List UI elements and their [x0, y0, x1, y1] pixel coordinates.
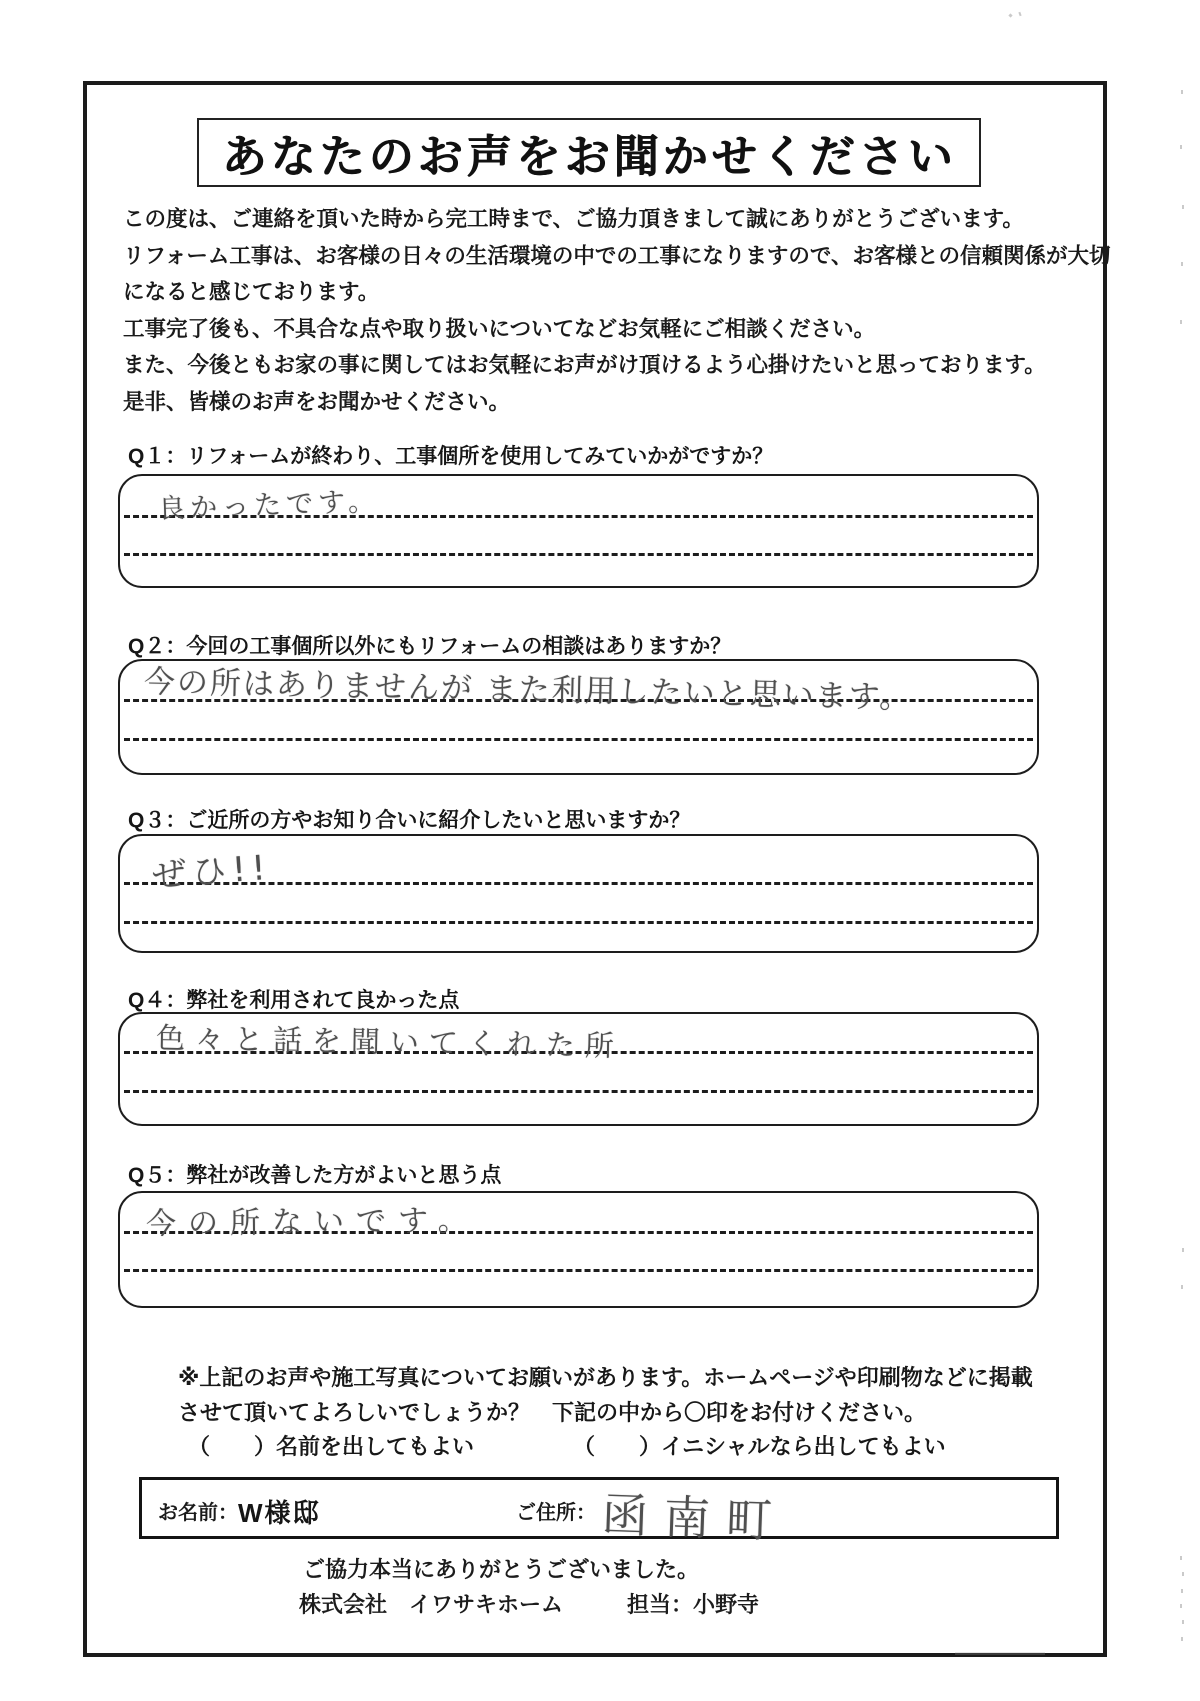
option-show-name: （ ）名前を出してもよい [188, 1434, 475, 1459]
writing-line [124, 553, 1033, 556]
option-show-initial: （ ）イニシャルなら出してもよい [573, 1434, 946, 1459]
writing-line [124, 1090, 1033, 1093]
handwritten-answer-q1: 良かったです。 [157, 486, 381, 525]
signature-box [139, 1477, 1059, 1549]
question-label-q1: Q１：リフォームが終わり、工事個所を使用してみていかがですか？ [128, 445, 774, 468]
thanks-message: ご協力本当にありがとうございました。 [303, 1557, 700, 1582]
name-field-label: お名前： [158, 1502, 238, 1524]
permission-options [178, 1430, 1078, 1465]
handwritten-answer-q2: 今の所はありませんが また利用したいと思います。 [143, 663, 913, 717]
handwritten-address: 函南町 [601, 1487, 789, 1549]
answer-box-q4 [118, 1012, 1039, 1126]
publication-permission-note [178, 1360, 1078, 1465]
staff-name: 担当：小野寺 [627, 1592, 760, 1617]
answer-box-q2 [118, 659, 1039, 775]
form-border [83, 81, 1111, 1657]
company-name: 株式会社 イワサキホーム [299, 1592, 564, 1617]
form-title-box [197, 118, 981, 187]
handwritten-answer-q5: 今の所ないです。 [145, 1203, 480, 1242]
answer-box-q3 [118, 834, 1039, 953]
handwritten-answer-q3: ぜひ!! [150, 847, 273, 897]
intro-line-6: 是非、皆様のお声をお聞かせください。 [123, 389, 511, 414]
intro-line-5: また、今後ともお家の事に関してはお気軽にお声がけ頂けるよう心掛けたいと思っております。 [123, 353, 1046, 377]
question-label-q5: Q５：弊社が改善した方がよいと思う点 [128, 1164, 502, 1187]
company-footer [299, 1588, 759, 1619]
scan-noise [955, 1652, 1045, 1655]
writing-line [124, 738, 1033, 741]
handwritten-answer-q4: 色々と話を聞いてくれた所 [155, 1020, 625, 1064]
answer-box-q5 [118, 1191, 1039, 1308]
scan-noise [1008, 13, 1012, 17]
intro-line-4: 工事完了後も、不具合な点や取り扱いについてなどお気軽にご相談ください。 [123, 316, 876, 341]
address-field-label: ご住所： [516, 1502, 596, 1524]
question-label-q2: Q２：今回の工事個所以外にもリフォームの相談はありますか？ [128, 635, 732, 658]
page-title: あなたのお声をお聞かせください [221, 130, 957, 183]
question-label-q4: Q４：弊社を利用されて良かった点 [128, 989, 460, 1012]
question-label-q3: Q３：ご近所の方やお知り合いに紹介したいと思いますか？ [128, 809, 691, 832]
intro-text [123, 201, 1111, 420]
permission-line-2: させて頂いてよろしいでしょうか？ 下記の中から〇印をお付けください。 [178, 1400, 927, 1425]
writing-line [124, 921, 1033, 924]
writing-line [124, 1269, 1033, 1272]
intro-line-1: この度は、ご連絡を頂いた時から完工時まで、ご協力頂きまして誠にありがとうございます。 [123, 207, 1024, 231]
permission-line-1: ※上記のお声や施工写真についてお願いがあります。ホームページや印刷物などに掲載 [178, 1365, 1033, 1390]
answer-box-q1 [118, 474, 1039, 588]
scan-noise [1018, 12, 1021, 16]
intro-line-3: になると感じております。 [123, 280, 380, 304]
name-field-value: W様邸 [238, 1498, 321, 1528]
intro-line-2: リフォーム工事は、お客様の日々の生活環境の中での工事になりますので、お客様との信頼関係が大切 [123, 243, 1111, 268]
